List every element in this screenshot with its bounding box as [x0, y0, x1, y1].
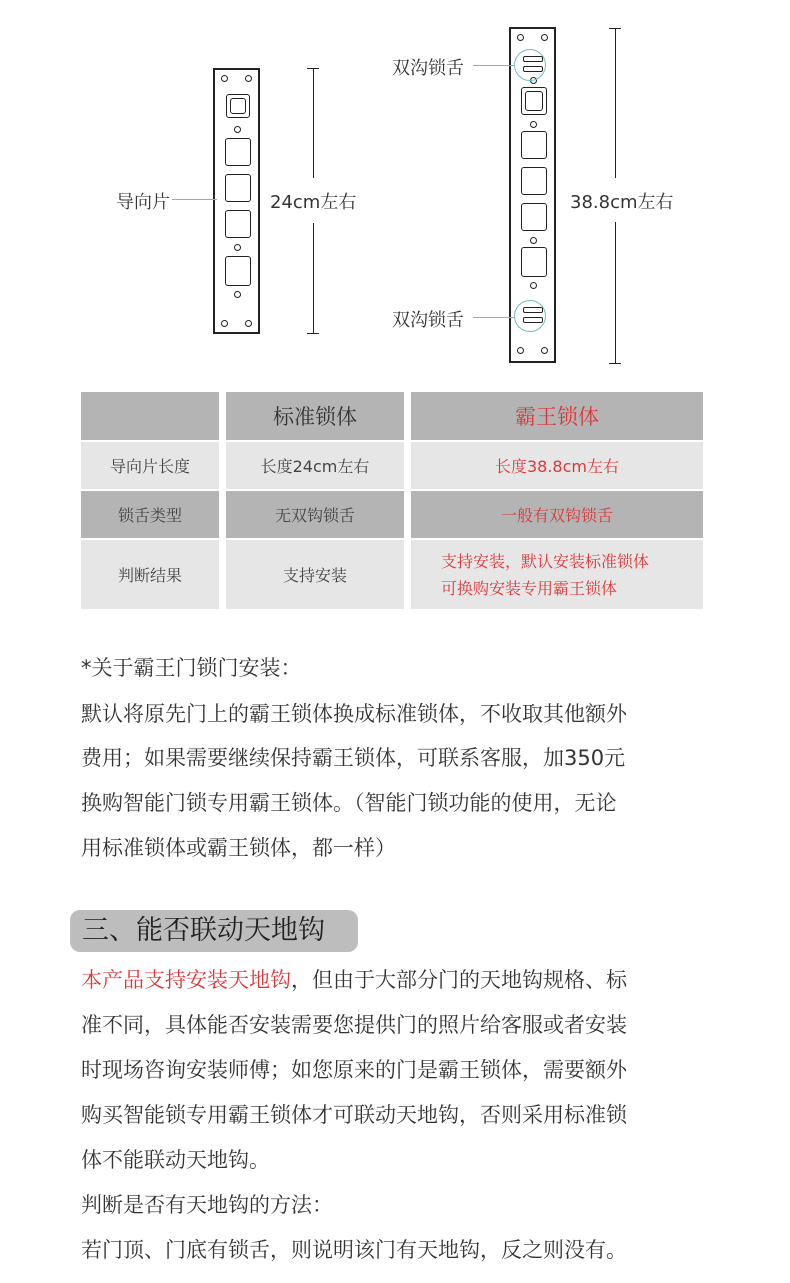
table-cell-standard: 长度24cm左右 — [226, 442, 404, 489]
table-cell-standard: 支持安装 — [226, 540, 404, 609]
table-cell-bawang — [411, 540, 703, 609]
section-line: 体不能联动天地钩。 — [81, 1148, 270, 1172]
table-cell-bawang: 长度38.8cm左右 — [411, 442, 703, 489]
guide-plate-label: 导向片 — [116, 192, 170, 213]
table-row-label: 导向片长度 — [81, 442, 219, 489]
section-line: 时现场咨询安装师傅；如您原来的门是霸王锁体，需要额外 — [81, 1058, 627, 1082]
right-length-measure: 38.8cm左右 — [570, 192, 674, 213]
table-header-standard: 标准锁体 — [226, 392, 404, 440]
table-cell-bawang: 一般有双钩锁舌 — [411, 491, 703, 538]
table-cell-line: 支持安装，默认安装标准锁体 — [441, 551, 650, 571]
note-line: 换购智能门锁专用霸王锁体。（智能门锁功能的使用，无论 — [81, 791, 617, 815]
note-line: 用标准锁体或霸王锁体，都一样） — [81, 836, 396, 860]
table-row-label: 锁舌类型 — [81, 491, 219, 538]
table-cell-line: 可换购安装专用霸王锁体 — [441, 578, 618, 598]
note-line: 费用；如果需要继续保持霸王锁体，可联系客服，加350元 — [81, 746, 626, 770]
method-text: 若门顶、门底有锁舌，则说明该门有天地钩，反之则没有。 — [81, 1238, 627, 1262]
left-length-measure: 24cm左右 — [270, 192, 357, 213]
section-line — [81, 964, 627, 994]
note-title: *关于霸王门锁门安装： — [81, 656, 302, 680]
section-line-rest: ，但由于大部分门的天地钩规格、标 — [291, 968, 627, 992]
left-guide-plate — [213, 68, 260, 334]
section-line: 准不同，具体能否安装需要您提供门的照片给客服或者安装 — [81, 1013, 627, 1037]
double-hook-bottom-label: 双沟锁舌 — [392, 310, 464, 331]
section-line: 购买智能锁专用霸王锁体才可联动天地钩，否则采用标准锁 — [81, 1103, 627, 1127]
support-highlight: 本产品支持安装天地钩 — [81, 968, 291, 992]
table-row-label: 判断结果 — [81, 540, 219, 609]
table-cell-standard: 无双钩锁舌 — [226, 491, 404, 538]
table-header-empty — [81, 392, 219, 440]
method-title: 判断是否有天地钩的方法： — [81, 1193, 333, 1217]
double-hook-top-label: 双沟锁舌 — [392, 58, 464, 79]
table-header-bawang: 霸王锁体 — [411, 392, 703, 440]
note-line: 默认将原先门上的霸王锁体换成标准锁体，不收取其他额外 — [81, 702, 627, 726]
section-heading: 三、能否联动天地钩 — [70, 910, 358, 952]
